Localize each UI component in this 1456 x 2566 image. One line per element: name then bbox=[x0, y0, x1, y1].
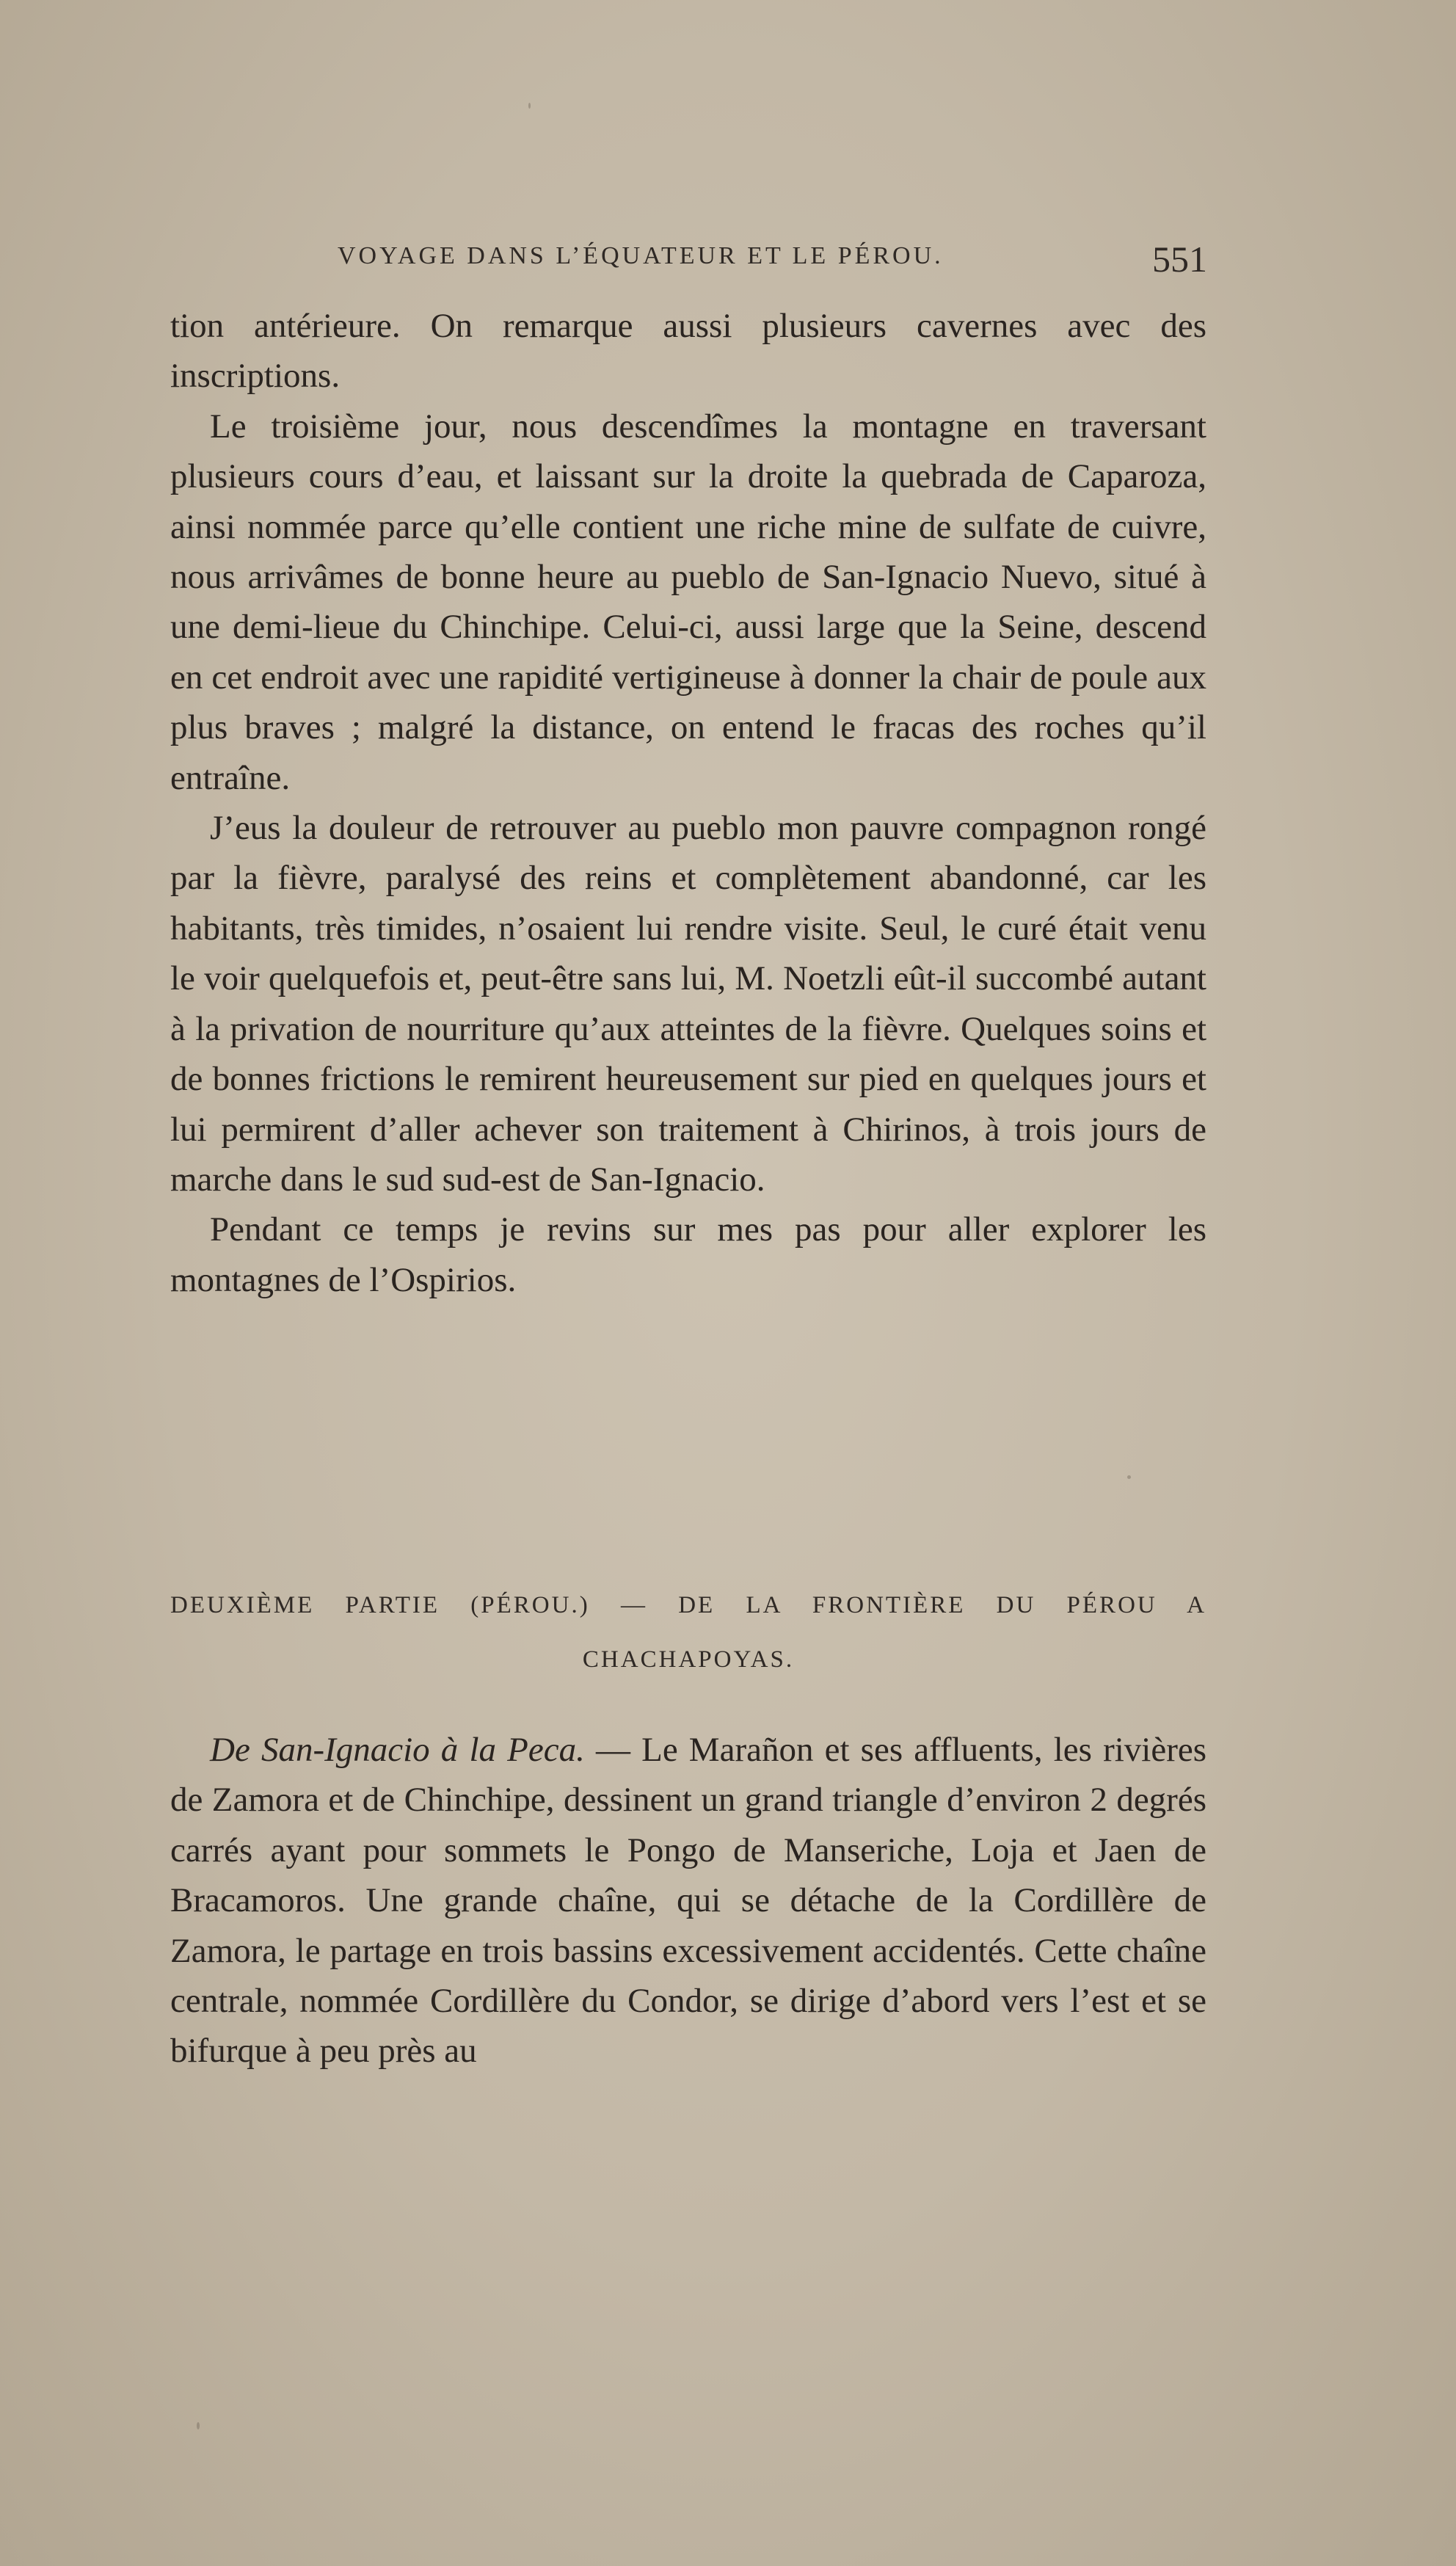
paper-speck bbox=[1127, 1475, 1131, 1479]
page-header bbox=[338, 238, 1207, 282]
section-heading bbox=[170, 1578, 1206, 1687]
text-block-top bbox=[170, 301, 1206, 1305]
page-number: 551 bbox=[1152, 239, 1207, 280]
section-runin-title: De San-Ignacio à la Peca. bbox=[210, 1731, 585, 1769]
running-title: VOYAGE DANS L’ÉQUATEUR ET LE PÉROU. bbox=[338, 242, 944, 269]
text-block-bottom bbox=[170, 1725, 1206, 2076]
section-heading-line-2: CHACHAPOYAS. bbox=[582, 1646, 795, 1673]
paragraph-continuation: tion antérieure. On remarque aussi plusieurs cavernes avec des inscriptions. bbox=[170, 307, 1206, 396]
paragraph: J’eus la douleur de retrouver au pueblo mon pauvre compagnon rongé par la fièvre, paralysé des reins et complètement abandonné, car les habitants, très timides, n’osaient lui rendre visite. Seul, le curé était venu le voir quelquefois et, peut-être sans lui, M. Noetzli eût-il succombé autant à la privation de nourriture qu’aux atteintes de la fièvre. Quelques soins et de bonnes frictions le remirent heureusement sur pied en quelques jours et lui permirent d’aller achever son traitement à Chirinos, à trois jours de marche dans le sud sud-est de San-Ignacio. bbox=[170, 809, 1206, 1199]
paper-speck bbox=[197, 2422, 200, 2429]
paragraph-section-start bbox=[170, 1725, 1206, 2076]
section-paragraph-text: — Le Marañon et ses affluents, les rivières de Zamora et de Chinchipe, dessinent un grand triangle d’environ 2 degrés carrés ayant pour sommets le Pongo de Manseriche, Loja et Jaen de Bracamoros. Une grande chaîne, qui se détache de la Cordillère de Zamora, le partage en trois bassins excessivement accidentés. Cette chaîne centrale, nommée Cordillère du Condor, se dirige d’abord vers l’est et se bifurque à peu près au bbox=[170, 1731, 1206, 2071]
paragraph: Pendant ce temps je revins sur mes pas pour aller explorer les montagnes de l’Ospirios. bbox=[170, 1210, 1206, 1299]
paragraph: Le troisième jour, nous descendîmes la montagne en traversant plusieurs cours d’eau, et laissant sur la droite la quebrada de Caparoza, ainsi nommée parce qu’elle contient une riche mine de sulfate de cuivre, nous arrivâmes de bonne heure au pueblo de San-Ignacio Nuevo, situé à une demi-lieue du Chinchipe. Celui-ci, aussi large que la Seine, descend en cet endroit avec une rapidité vertigineuse à donner la chair de poule aux plus braves ; malgré la distance, on entend le fracas des roches qu’il entraîne. bbox=[170, 407, 1206, 797]
paper-speck bbox=[528, 103, 531, 109]
section-heading-line-1: DEUXIÈME PARTIE (PÉROU.) — DE LA FRONTIÈRE DU PÉROU A bbox=[170, 1592, 1206, 1618]
